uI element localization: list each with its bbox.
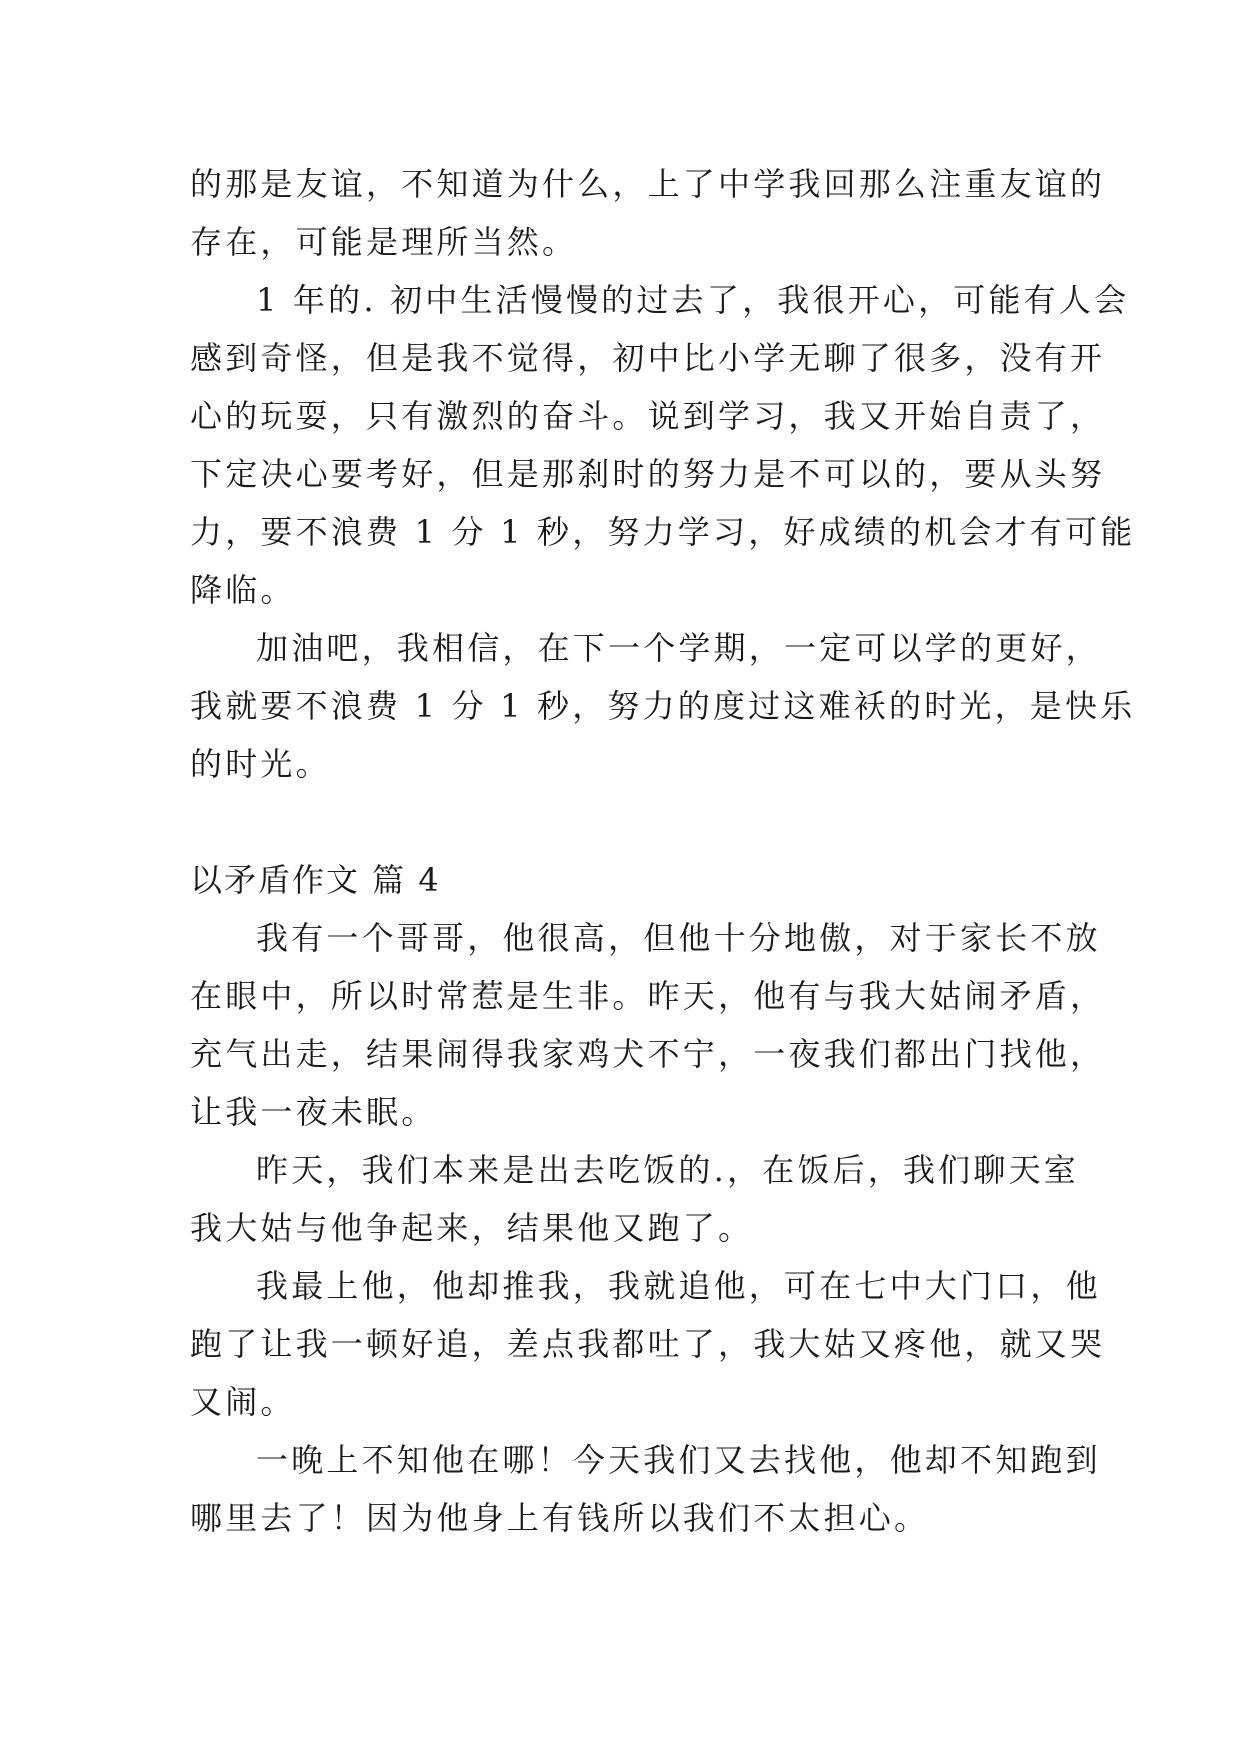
text-line: 我大姑与他争起来，结果他又跑了。 (190, 1209, 754, 1247)
text-line: 我就要不浪费 1 分 1 秒，努力的度过这难袄的时光，是快乐 (190, 687, 1136, 725)
paragraph-start-line: 昨天，我们本来是出去吃饭的.，在饭后，我们聊天室 (256, 1151, 1079, 1189)
text-line: 心的玩耍，只有激烈的奋斗。说到学习，我又开始自责了， (190, 397, 1106, 435)
paragraph-start-line: 我有一个哥哥，他很高，但他十分地傲，对于家长不放 (256, 919, 1101, 957)
text-line: 降临。 (190, 571, 296, 609)
text-line: 存在，可能是理所当然。 (190, 223, 578, 261)
text-line: 跑了让我一顿好追，差点我都吐了，我大姑又疼他，就又哭 (190, 1325, 1106, 1363)
text-line: 感到奇怪，但是我不觉得，初中比小学无聊了很多，没有开 (190, 339, 1106, 377)
text-line: 充气出走，结果闹得我家鸡犬不宁，一夜我们都出门找他， (190, 1035, 1106, 1073)
text-line: 在眼中，所以时常惹是生非。昨天，他有与我大姑闹矛盾， (190, 977, 1106, 1015)
paragraph-start-line: 1 年的. 初中生活慢慢的过去了，我很开心，可能有人会 (256, 281, 1130, 319)
section-heading: 以矛盾作文 篇 4 (190, 861, 441, 899)
section-gap (190, 793, 1060, 851)
text-line: 让我一夜未眠。 (190, 1093, 437, 1131)
paragraph-start-line: 我最上他，他却推我，我就追他，可在七中大门口，他 (256, 1267, 1101, 1305)
document-body (190, 155, 1136, 1547)
paragraph-start-line: 加油吧，我相信，在下一个学期，一定可以学的更好， (256, 629, 1101, 667)
text-line: 又闹。 (190, 1383, 296, 1421)
paragraph-start-line: 一晚上不知他在哪！今天我们又去找他，他却不知跑到 (256, 1441, 1101, 1479)
text-line: 力，要不浪费 1 分 1 秒，努力学习，好成绩的机会才有可能 (190, 513, 1136, 551)
text-line: 的那是友谊，不知道为什么，上了中学我回那么注重友谊的 (190, 165, 1106, 203)
text-line: 的时光。 (190, 745, 331, 783)
text-line: 下定决心要考好，但是那刹时的努力是不可以的，要从头努 (190, 455, 1106, 493)
text-line: 哪里去了！因为他身上有钱所以我们不太担心。 (190, 1499, 930, 1537)
